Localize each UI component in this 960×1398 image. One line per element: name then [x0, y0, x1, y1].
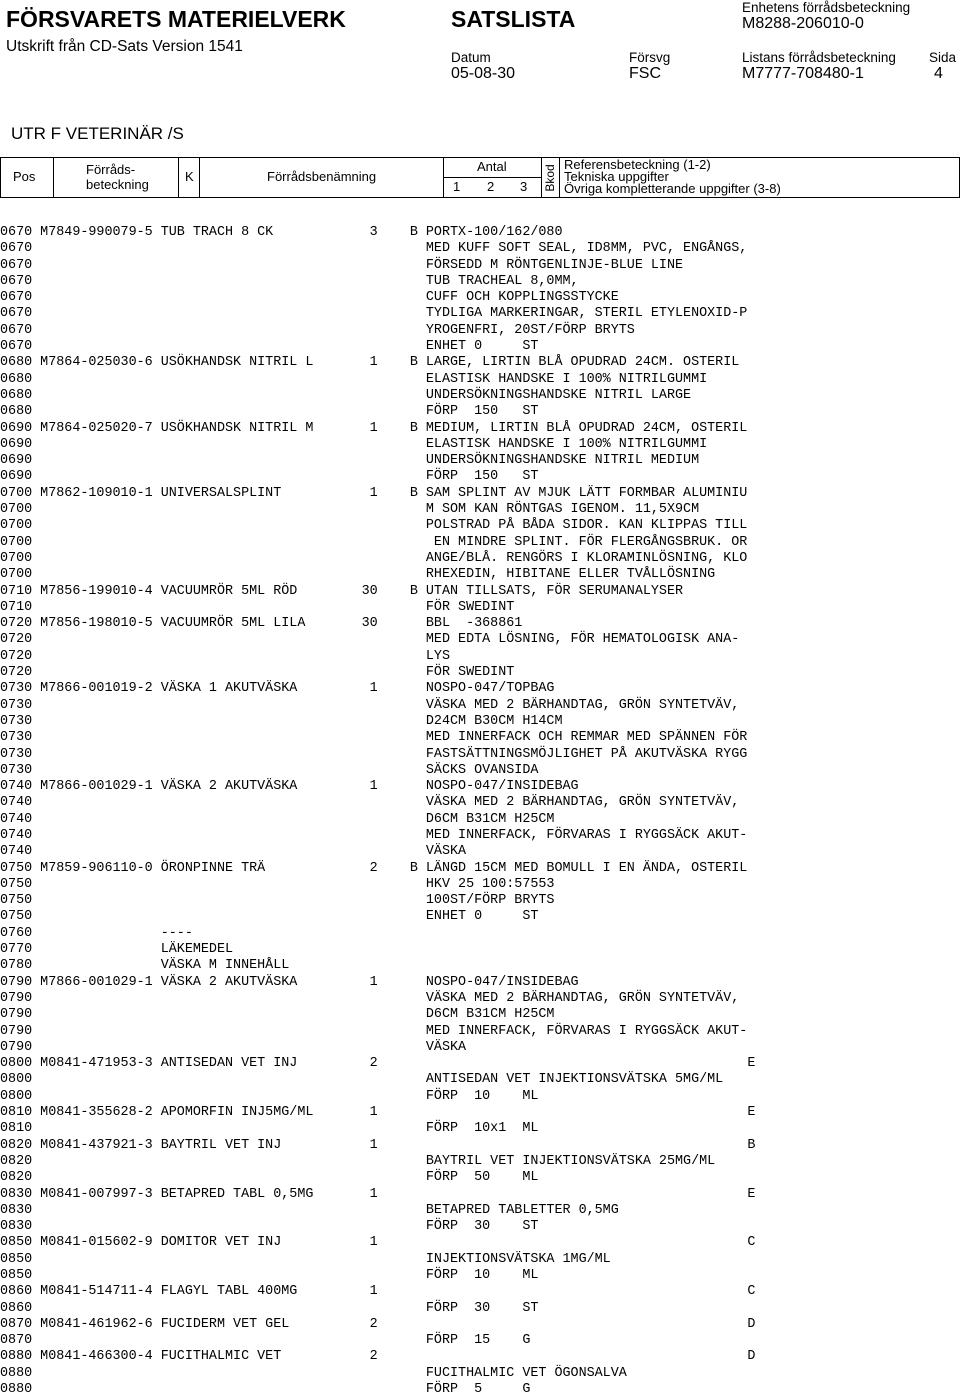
list-row: 0830 M0841-007997-3 BETAPRED TABL 0,5MG 1 E — [0, 1186, 756, 1202]
list-row: 0730 FASTSÄTTNINGSMÖJLIGHET PÅ AKUTVÄSKA RYGG — [0, 746, 748, 762]
list-row: 0690 ELASTISK HANDSKE I 100% NITRILGUMMI — [0, 436, 708, 452]
column-header — [0, 157, 960, 198]
list-row: 0820 BAYTRIL VET INJEKTIONSVÄTSKA 25MG/ML — [0, 1153, 716, 1169]
column-divider — [199, 158, 200, 197]
list-row: 0800 ANTISEDAN VET INJEKTIONSVÄTSKA 5MG/ML — [0, 1072, 724, 1088]
organization-name: FÖRSVARETS MATERIELVERK — [6, 6, 346, 32]
list-row: 0870 FÖRP 15 G — [0, 1333, 531, 1349]
col-antal-2: 2 — [487, 179, 495, 194]
list-row: 0750 100ST/FÖRP BRYTS — [0, 893, 555, 909]
list-row: 0740 MED INNERFACK, FÖRVARAS I RYGGSÄCK AKUT- — [0, 827, 748, 843]
list-row: 0770 LÄKEMEDEL — [0, 942, 234, 958]
col-k: K — [185, 169, 194, 184]
col-designation-line2: beteckning — [86, 177, 149, 192]
list-row: 0670 CUFF OCH KOPPLINGSSTYCKE — [0, 290, 619, 306]
list-row: 0670 ENHET 0 ST — [0, 339, 539, 355]
list-row: 0860 M0841-514711-4 FLAGYL TABL 400MG 1 C — [0, 1284, 756, 1300]
list-row: 0700 M SOM KAN RÖNTGAS IGENOM. 11,5X9CM — [0, 502, 700, 518]
col-name: Förrådsbenämning — [267, 169, 377, 184]
list-row: 0670 MED KUFF SOFT SEAL, ID8MM, PVC, ENGÅNGS, — [0, 241, 748, 257]
col-bkod-label: Bkod — [543, 163, 557, 192]
page-number: 4 — [934, 65, 943, 82]
list-row: 0700 M7862-109010-1 UNIVERSALSPLINT 1 B SAM SPLINT AV MJUK LÄTT FORMBAR ALUMINIU — [0, 485, 748, 501]
list-row: 0690 UNDERSÖKNINGSHANDSKE NITRIL MEDIUM — [0, 453, 700, 469]
date-value: 05-08-30 — [451, 65, 516, 82]
list-row: 0710 M7856-199010-4 VACUUMRÖR 5ML RÖD 30 B UTAN TILLSATS, FÖR SERUMANALYSER — [0, 583, 684, 599]
list-row: 0790 VÄSKA — [0, 1039, 467, 1055]
list-row: 0750 M7859-906110-0 ÖRONPINNE TRÄ 2 B LÄNGD 15CM MED BOMULL I EN ÄNDA, OSTERIL — [0, 860, 748, 876]
list-row: 0880 FUCITHALMIC VET ÖGONSALVA — [0, 1365, 627, 1381]
col-technical: Tekniska uppgifter — [564, 169, 669, 184]
list-row: 0820 FÖRP 50 ML — [0, 1170, 539, 1186]
list-row: 0880 M0841-466300-4 FUCITHALMIC VET 2 D — [0, 1349, 756, 1365]
list-row: 0740 VÄSKA — [0, 844, 467, 860]
list-row: 0680 M7864-025030-6 USÖKHANDSK NITRIL L 1 B LARGE, LIRTIN BLÅ OPUDRAD 24CM. OSTERIL — [0, 355, 740, 371]
list-row: 0670 TUB TRACHEAL 8,0MM, — [0, 273, 579, 289]
list-row: 0850 M0841-015602-9 DOMITOR VET INJ 1 C — [0, 1235, 756, 1251]
list-row: 0730 VÄSKA MED 2 BÄRHANDTAG, GRÖN SYNTETVÄV, — [0, 697, 740, 713]
unit-designation-label: Enhetens förrådsbeteckning — [742, 0, 911, 15]
list-row: 0850 FÖRP 10 ML — [0, 1268, 539, 1283]
list-row: 0740 D6CM B31CM H25CM — [0, 811, 555, 827]
col-antal-1: 1 — [453, 179, 461, 194]
list-row: 0790 VÄSKA MED 2 BÄRHANDTAG, GRÖN SYNTETVÄV, — [0, 990, 740, 1006]
list-row: 0680 ELASTISK HANDSKE I 100% NITRILGUMMI — [0, 371, 708, 387]
list-row: 0790 M7866-001029-1 VÄSKA 2 AKUTVÄSKA 1 NOSPO-047/INSIDEBAG — [0, 974, 579, 990]
list-row: 0730 MED INNERFACK OCH REMMAR MED SPÄNNEN FÖR — [0, 730, 748, 746]
list-row: 0860 FÖRP 30 ST — [0, 1300, 539, 1316]
list-row: 0810 M0841-355628-2 APOMORFIN INJ5MG/ML 1 E — [0, 1105, 756, 1121]
list-row: 0670 YROGENFRI, 20ST/FÖRP BRYTS — [0, 322, 635, 338]
list-row: 0740 VÄSKA MED 2 BÄRHANDTAG, GRÖN SYNTETVÄV, — [0, 795, 740, 811]
list-row: 0790 D6CM B31CM H25CM — [0, 1007, 555, 1023]
list-row: 0690 FÖRP 150 ST — [0, 469, 539, 485]
list-row: 0670 FÖRSEDD M RÖNTGENLINJE-BLUE LINE — [0, 257, 684, 273]
list-row: 0740 M7866-001029-1 VÄSKA 2 AKUTVÄSKA 1 NOSPO-047/INSIDEBAG — [0, 779, 579, 795]
col-antal-3: 3 — [520, 179, 528, 194]
list-row: 0810 FÖRP 10x1 ML — [0, 1121, 539, 1137]
col-pos: Pos — [13, 169, 36, 184]
list-row: 0690 M7864-025020-7 USÖKHANDSK NITRIL M 1 B MEDIUM, LIRTIN BLÅ OPUDRAD 24CM, OSTERIL — [0, 420, 748, 436]
col-reference: Referensbeteckning (1-2) — [564, 157, 711, 172]
list-row: 0750 ENHET 0 ST — [0, 909, 539, 925]
col-designation-line1: Förråds- — [86, 162, 136, 177]
list-row: 0700 RHEXEDIN, HIBITANE ELLER TVÅLLÖSNING — [0, 567, 716, 583]
list-row: 0730 SÄCKS OVANSIDA — [0, 762, 539, 778]
date-label: Datum — [451, 50, 491, 65]
list-row: 0780 VÄSKA M INNEHÅLL — [0, 958, 290, 974]
col-bkod — [541, 158, 559, 197]
forsvg-label: Försvg — [629, 50, 671, 65]
list-row: 0760 ---- — [0, 925, 193, 941]
column-divider — [559, 158, 560, 197]
list-row: 0670 M7849-990079-5 TUB TRACH 8 CK 3 B PORTX-100/162/080 — [0, 225, 563, 240]
list-row: 0710 FÖR SWEDINT — [0, 599, 515, 615]
list-row: 0800 FÖRP 10 ML — [0, 1088, 539, 1104]
list-row: 0830 FÖRP 30 ST — [0, 1219, 539, 1235]
page-label: Sida — [929, 50, 957, 65]
list-row: 0880 FÖRP 5 G — [0, 1382, 531, 1398]
list-row: 0700 EN MINDRE SPLINT. FÖR FLERGÅNGSBRUK. OR — [0, 534, 748, 550]
column-divider — [178, 158, 179, 197]
list-row: 0730 D24CM B30CM H14CM — [0, 713, 563, 729]
list-designation-label: Listans förrådsbeteckning — [742, 50, 896, 65]
list-row: 0700 ANGE/BLÅ. RENGÖRS I KLORAMINLÖSNING, KLO — [0, 550, 748, 566]
list-row: 0730 M7866-001019-2 VÄSKA 1 AKUTVÄSKA 1 NOSPO-047/TOPBAG — [0, 681, 555, 697]
unit-designation-value: M8288-206010-0 — [742, 15, 864, 32]
list-row: 0720 LYS — [0, 648, 450, 664]
list-row: 0700 POLSTRAD PÅ BÅDA SIDOR. KAN KLIPPAS TILL — [0, 518, 748, 534]
col-antal: Antal — [477, 159, 507, 174]
col-other-info: Övriga kompletterande uppgifter (3-8) — [564, 181, 781, 196]
list-row: 0800 M0841-471953-3 ANTISEDAN VET INJ 2 E — [0, 1056, 756, 1072]
list-row: 0680 UNDERSÖKNINGSHANDSKE NITRIL LARGE — [0, 387, 692, 403]
document-title: SATSLISTA — [451, 6, 576, 32]
list-row: 0850 INJEKTIONSVÄTSKA 1MG/ML — [0, 1251, 611, 1267]
list-row: 0750 HKV 25 100:57553 — [0, 876, 555, 892]
item-list — [0, 225, 960, 1398]
list-row: 0830 BETAPRED TABLETTER 0,5MG — [0, 1202, 619, 1218]
list-row: 0870 M0841-461962-6 FUCIDERM VET GEL 2 D — [0, 1316, 756, 1332]
list-row: 0720 M7856-198010-5 VACUUMRÖR 5ML LILA 30 BBL -368861 — [0, 616, 523, 632]
list-designation-value: M7777-708480-1 — [742, 65, 864, 82]
column-divider — [53, 158, 54, 197]
list-row: 0790 MED INNERFACK, FÖRVARAS I RYGGSÄCK AKUT- — [0, 1023, 748, 1039]
forsvg-value: FSC — [629, 65, 661, 82]
print-source-subtitle: Utskrift från CD-Sats Version 1541 — [6, 38, 243, 55]
list-row: 0720 FÖR SWEDINT — [0, 665, 515, 681]
list-row: 0720 MED EDTA LÖSNING, FÖR HEMATOLOGISK ANA- — [0, 632, 740, 648]
list-row: 0670 TYDLIGA MARKERINGAR, STERIL ETYLENOXID-P — [0, 306, 748, 322]
antal-divider — [443, 177, 541, 178]
list-row: 0680 FÖRP 150 ST — [0, 404, 539, 420]
section-title: UTR F VETERINÄR /S — [11, 124, 184, 143]
list-row: 0820 M0841-437921-3 BAYTRIL VET INJ 1 B — [0, 1137, 756, 1153]
